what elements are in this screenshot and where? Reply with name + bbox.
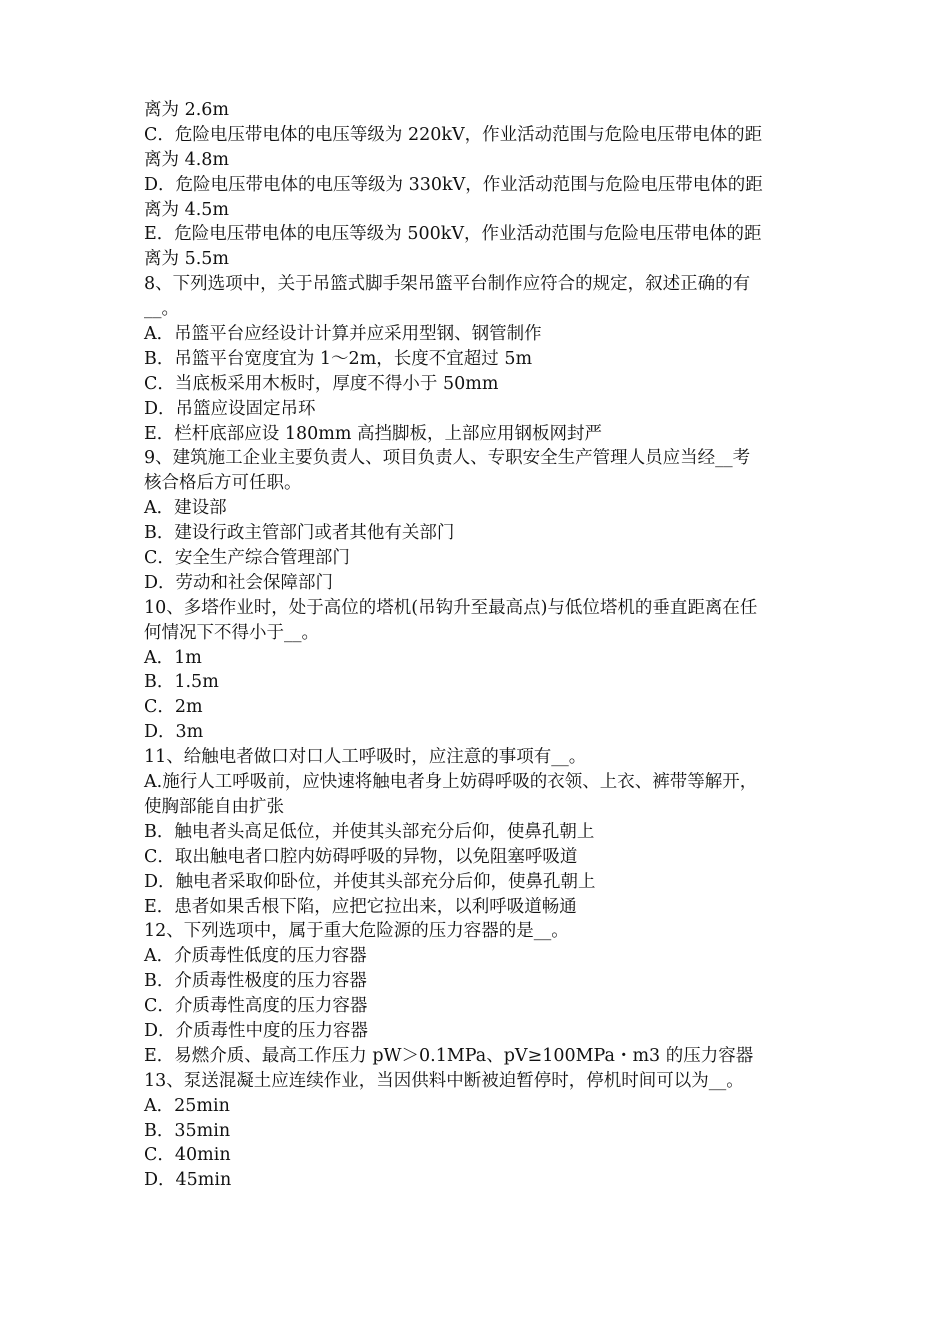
- question-line: 11、给触电者做口对口人工呼吸时，应注意的事项有__。: [144, 747, 587, 768]
- option-line: C．当底板采用木板时，厚度不得小于 50mm: [144, 373, 499, 394]
- option-line: D．介质毒性中度的压力容器: [144, 1020, 369, 1041]
- text-line: 使胸部能自由扩张: [144, 796, 284, 817]
- option-line: C．介质毒性高度的压力容器: [144, 996, 368, 1017]
- text-line: 离为 4.8m: [144, 149, 229, 170]
- option-line: E．栏杆底部应设 180mm 高挡脚板，上部应用钢板网封严: [144, 423, 602, 444]
- option-line: E．患者如果舌根下陷，应把它拉出来，以利呼吸道畅通: [144, 896, 577, 917]
- option-line: A．吊篮平台应经设计计算并应采用型钢、钢管制作: [144, 324, 542, 345]
- option-line: C．取出触电者口腔内妨碍呼吸的异物，以免阻塞呼吸道: [144, 846, 578, 867]
- option-line: B．介质毒性极度的压力容器: [144, 971, 367, 992]
- question-line: 12、下列选项中，属于重大危险源的压力容器的是__。: [144, 921, 569, 942]
- option-line: A.施行人工呼吸前，应快速将触电者身上妨碍呼吸的衣领、上衣、裤带等解开，: [144, 772, 758, 793]
- option-line: B．1.5m: [144, 672, 219, 693]
- option-line: B．建设行政主管部门或者其他有关部门: [144, 523, 455, 544]
- option-line: A．1m: [144, 647, 202, 668]
- option-line: D．吊篮应设固定吊环: [144, 398, 316, 419]
- text-line: 离为 4.5m: [144, 199, 229, 220]
- document-page: [144, 98, 810, 1193]
- option-line: E．危险电压带电体的电压等级为 500kV，作业活动范围与危险电压带电体的距: [144, 224, 762, 245]
- option-line: D．3m: [144, 722, 204, 743]
- text-line: 离为 5.5m: [144, 249, 229, 270]
- option-line: C．2m: [144, 697, 203, 718]
- option-line: D．触电者采取仰卧位，并使其头部充分后仰，使鼻孔朝上: [144, 871, 596, 892]
- question-line: 8、下列选项中，关于吊篮式脚手架吊篮平台制作应符合的规定，叙述正确的有: [144, 274, 751, 295]
- option-line: B．吊篮平台宽度宜为 1～2m，长度不宜超过 5m: [144, 348, 533, 369]
- option-line: C．40min: [144, 1145, 231, 1166]
- option-line: C．安全生产综合管理部门: [144, 548, 350, 569]
- option-line: C．危险电压带电体的电压等级为 220kV，作业活动范围与危险电压带电体的距: [144, 124, 763, 145]
- option-line: B．触电者头高足低位，并使其头部充分后仰，使鼻孔朝上: [144, 821, 595, 842]
- option-line: D．45min: [144, 1170, 232, 1191]
- question-line: 9、建筑施工企业主要负责人、项目负责人、专职安全生产管理人员应当经__考: [144, 448, 751, 469]
- text-line: __。: [144, 299, 179, 320]
- text-line: 核合格后方可任职。: [144, 473, 302, 494]
- option-line: A．建设部: [144, 498, 227, 519]
- option-line: D．劳动和社会保障部门: [144, 572, 334, 593]
- option-line: A．介质毒性低度的压力容器: [144, 946, 367, 967]
- question-line: 13、泵送混凝土应连续作业，当因供料中断被迫暂停时，停机时间可以为__。: [144, 1070, 744, 1091]
- text-line: 何情况下不得小于__。: [144, 622, 319, 643]
- question-line: 10、多塔作业时，处于高位的塔机(吊钩升至最高点)与低位塔机的垂直距离在任: [144, 597, 758, 618]
- text-line: 离为 2.6m: [144, 100, 229, 120]
- option-line: E．易燃介质、最高工作压力 pW＞0.1MPa、pV≥100MPa・m3 的压力容器: [144, 1045, 754, 1066]
- option-line: B．35min: [144, 1120, 231, 1141]
- option-line: A．25min: [144, 1095, 230, 1116]
- option-line: D．危险电压带电体的电压等级为 330kV，作业活动范围与危险电压带电体的距: [144, 174, 763, 195]
